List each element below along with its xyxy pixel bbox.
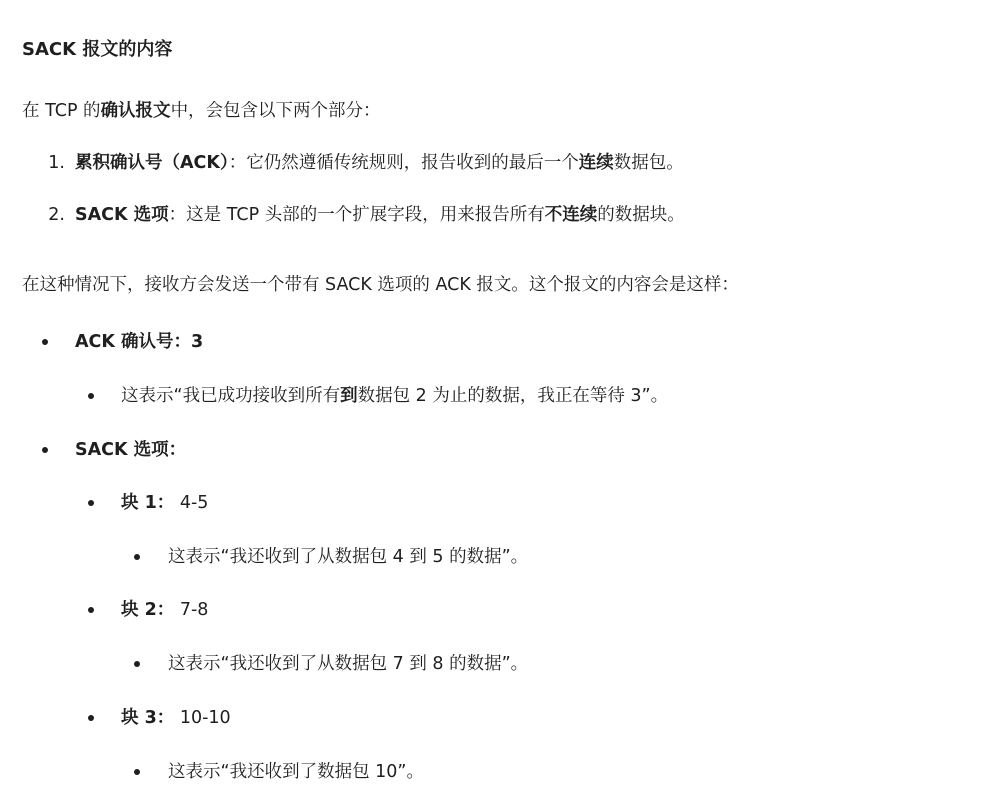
bold-text-run: 块 1： [121, 493, 175, 513]
text-run: 中，会包含以下两个部分： [170, 101, 381, 121]
bullet-icon [88, 607, 94, 613]
bullet-icon [88, 715, 94, 721]
bold-text-run: 连续 [578, 153, 614, 173]
ack-explanation [121, 383, 668, 409]
summary-paragraph [22, 272, 739, 298]
text-run: 这表示“我已成功接收到所有 [121, 386, 341, 406]
bold-text-run: 块 3： [121, 708, 175, 728]
bold-text-run: 累积确认号（ACK） [75, 153, 229, 173]
sack-block-item [121, 705, 231, 731]
text-run: 4-5 [174, 493, 209, 513]
text-run: ：它仍然遵循传统规则，报告收到的最后一个 [228, 153, 579, 173]
bold-text-run: 确认报文 [100, 101, 171, 121]
sack-block-item [121, 597, 208, 623]
text-run: 这表示“我还收到了数据包 10”。 [168, 762, 424, 782]
section-heading: SACK 报文的内容 [22, 39, 173, 60]
bold-text-run: 不连续 [544, 205, 598, 225]
intro-paragraph [22, 98, 381, 124]
bullet-icon [42, 339, 48, 345]
bullet-icon [42, 447, 48, 453]
bullet-icon [134, 554, 140, 560]
text-run: 在 TCP 的 [22, 101, 101, 121]
bold-text-run: 到 [340, 386, 358, 406]
text-run: ：这是 TCP 头部的一个扩展字段，用来报告所有 [168, 205, 545, 225]
text-run: 数据包 2 为止的数据，我正在等待 3”。 [357, 386, 669, 406]
ack-number-item [75, 329, 203, 355]
text-run: 这表示“我还收到了从数据包 7 到 8 的数据”。 [168, 654, 529, 674]
text-run: 10-10 [174, 708, 231, 728]
bold-text-run: SACK 选项 [75, 205, 169, 225]
bullet-icon [88, 500, 94, 506]
numbered-item-text [75, 153, 684, 173]
sack-block-explanation [168, 651, 528, 677]
text-run: 的数据块。 [597, 205, 685, 225]
numbered-item-sack [48, 202, 685, 228]
bullet-icon [134, 769, 140, 775]
text-run: 数据包。 [613, 153, 684, 173]
sack-block-explanation [168, 759, 424, 785]
text-run: 7-8 [174, 600, 209, 620]
bold-text-run: SACK 选项： [75, 440, 187, 460]
text-run: 这表示“我还收到了从数据包 4 到 5 的数据”。 [168, 547, 529, 567]
sack-block-item [121, 490, 208, 516]
bold-text-run: 块 2： [121, 600, 175, 620]
numbered-item-text [75, 205, 685, 225]
sack-block-explanation [168, 544, 528, 570]
numbered-item-ack [48, 150, 684, 176]
bullet-icon [134, 661, 140, 667]
bold-text-run: ACK 确认号：3 [75, 332, 204, 352]
text-run: 在这种情况下，接收方会发送一个带有 SACK 选项的 ACK 报文。这个报文的内容会是这样： [22, 275, 739, 295]
list-number: 1. [48, 153, 65, 173]
list-number: 2. [48, 205, 65, 225]
bullet-icon [88, 393, 94, 399]
sack-options-item [75, 437, 186, 463]
